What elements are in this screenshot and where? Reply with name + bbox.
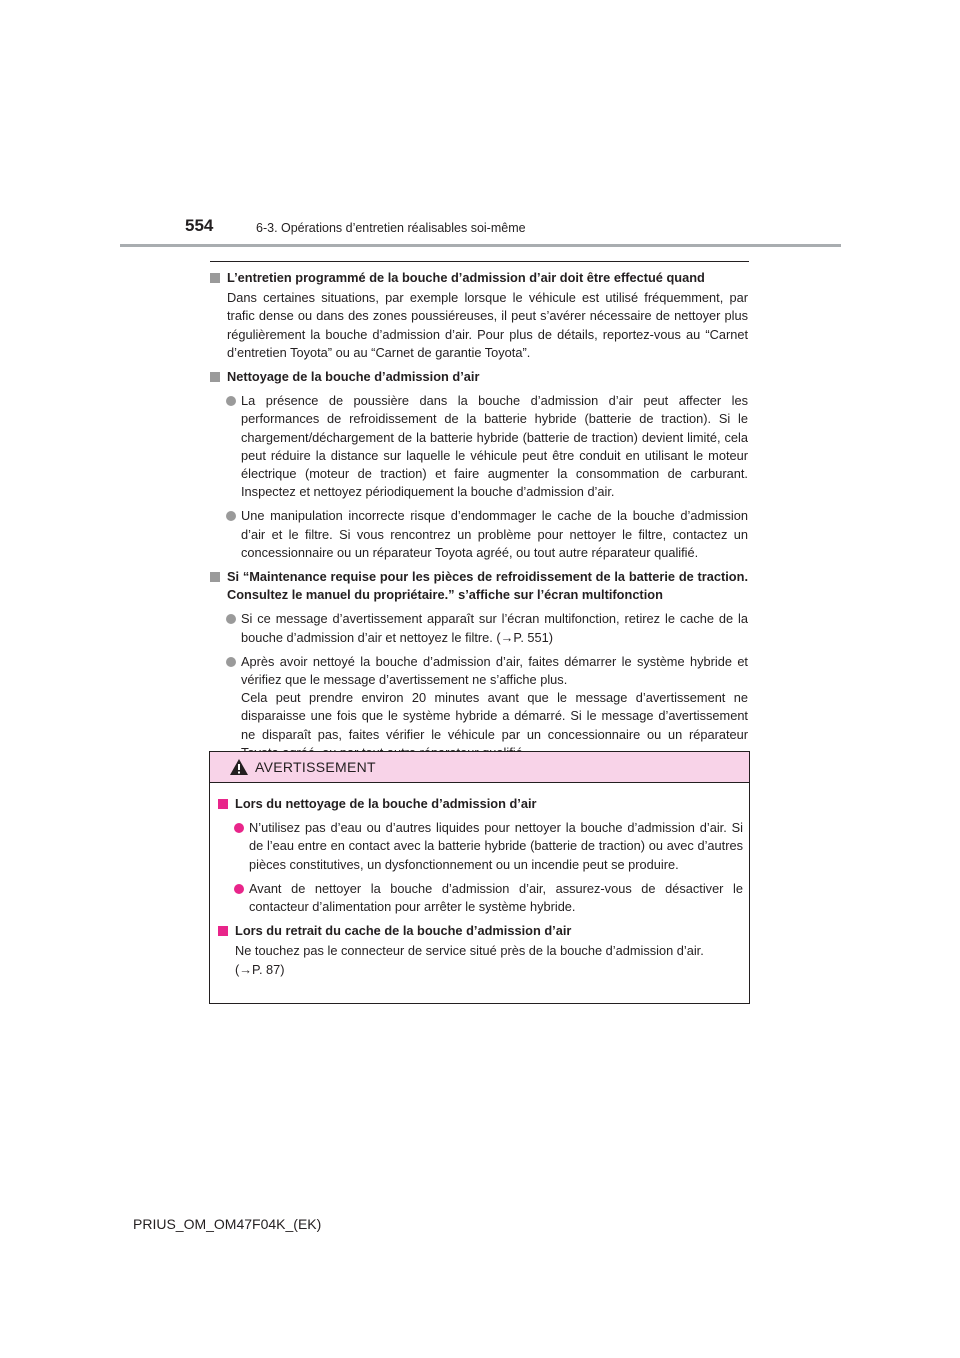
section-heading-text: L’entretien programmé de la bouche d’admission d’air doit être effectué quand [227, 270, 705, 285]
document-code: PRIUS_OM_OM47F04K_(EK) [133, 1216, 322, 1232]
warning-bullet-text: Avant de nettoyer la bouche d’admission d’air, assurez-vous de désactiver le contacteur d’alimentation pour arrêter le système hybride. [249, 880, 743, 915]
square-bullet-icon [210, 273, 220, 283]
square-bullet-icon [210, 372, 220, 382]
circle-bullet-icon [226, 657, 236, 667]
content-top-rule [210, 261, 749, 262]
page-reference-link[interactable]: (→P. 551) [496, 629, 554, 645]
page-number: 554 [185, 216, 214, 235]
section-heading-text: Si “Maintenance requise pour les pièces de refroidissement de la batterie de traction. Consultez le manuel du propriétaire.” s’affiche sur l’écran multifonction [227, 569, 748, 603]
section-heading [210, 269, 748, 287]
bullet-item [210, 610, 748, 646]
circle-bullet-icon [234, 823, 244, 833]
bullet-item [210, 507, 748, 562]
warning-content [218, 795, 743, 979]
bullet-text: Après avoir nettoyé la bouche d’admission d’air, faites démarrer le système hybride et vérifiez que le message d’avertissement ne s’affiche plus. [241, 653, 748, 688]
warning-box [209, 751, 750, 1004]
section-title: 6-3. Opérations d’entretien réalisables soi-même [256, 221, 526, 235]
warning-body [218, 942, 743, 978]
bullet-item [210, 653, 748, 762]
section-heading-text: Nettoyage de la bouche d’admission d’air [227, 369, 480, 385]
circle-bullet-icon [226, 511, 236, 521]
warning-section-heading [218, 795, 743, 813]
bullet-text-continued: Cela peut prendre environ 20 minutes avant que le message d’avertissement ne disparaisse une fois que le système hybride a démarré. Si le message d’avertissement ne disparaît pas, faites vérifier le véhicule par un concessionnaire ou un réparateur [241, 690, 748, 742]
section-heading [210, 368, 748, 386]
warning-header [210, 752, 749, 783]
bullet-item [210, 392, 748, 501]
bullet-text: Une manipulation incorrecte risque d’endommager le cache de la bouche d’admission d’air et le filtre. Si vous rencontrez un problème pour nettoyer le filtre, contactez un concessionnaire ou un réparateur Toyota agréé, ou tout autre réparateur qualifié. [241, 508, 748, 560]
main-content [210, 269, 748, 762]
square-bullet-icon [218, 799, 228, 809]
section-heading [210, 568, 748, 604]
section-body: Dans certaines situations, par exemple lorsque le véhicule est utilisé fréquemment, par trafic dense ou dans des zones poussiéreuses, il peut s’avérer nécessaire de nettoyer plus régulièrement la bouche d’admission d’air. Pour plus de détails, reportez-vous au “Carnet d’entretien Toyota” ou au “Carnet de garantie Toyota”. [227, 290, 748, 360]
bullet-text: La présence de poussière dans la bouche d’admission d’air peut affecter les performances de refroidissement de la batterie hybride (batterie de traction). Si le chargement/déchargement de la batterie hybride (batterie de traction) devient limité, cela peut réduire la distance sur laquelle le véhicule peut être conduit en utilisant le moteur électrique (moteur de traction) et faire augmenter la consommation de carburant. Inspectez et nettoyez périodiquement la bouche d’admission d’air. [241, 393, 748, 500]
bullet-text: Si ce message d’avertissement apparaît sur l’écran multifonction, retirez le cache de la bouche d’admission d’air et nettoyez le filtre. [241, 611, 748, 645]
warning-bullet-item [218, 819, 743, 874]
header-rule [120, 244, 841, 247]
square-bullet-icon [210, 572, 220, 582]
circle-bullet-icon [234, 884, 244, 894]
warning-body-text: Ne touchez pas le connecteur de service situé près de la bouche d’admission d’air. [235, 943, 704, 959]
warning-heading-text: Lors du retrait du cache de la bouche d’admission d’air [235, 923, 572, 939]
warning-section-heading [218, 922, 743, 940]
warning-bullet-text: N’utilisez pas d’eau ou d’autres liquides pour nettoyer la bouche d’admission d’air. Si de l’eau entre en contact avec la batterie hybride (batterie de traction) ou avec d’autres pièces constitutives, un dysfonctionnement ou un incendie peut se produire. [249, 820, 743, 872]
warning-title: AVERTISSEMENT [255, 759, 376, 775]
warning-heading-text: Lors du nettoyage de la bouche d’admission d’air [235, 796, 537, 811]
warning-bullet-item [218, 880, 743, 916]
page-reference-link[interactable]: (→P. 87) [235, 961, 285, 977]
circle-bullet-icon [226, 396, 236, 406]
circle-bullet-icon [226, 614, 236, 624]
warning-triangle-icon [229, 758, 249, 776]
square-bullet-icon [218, 926, 228, 936]
